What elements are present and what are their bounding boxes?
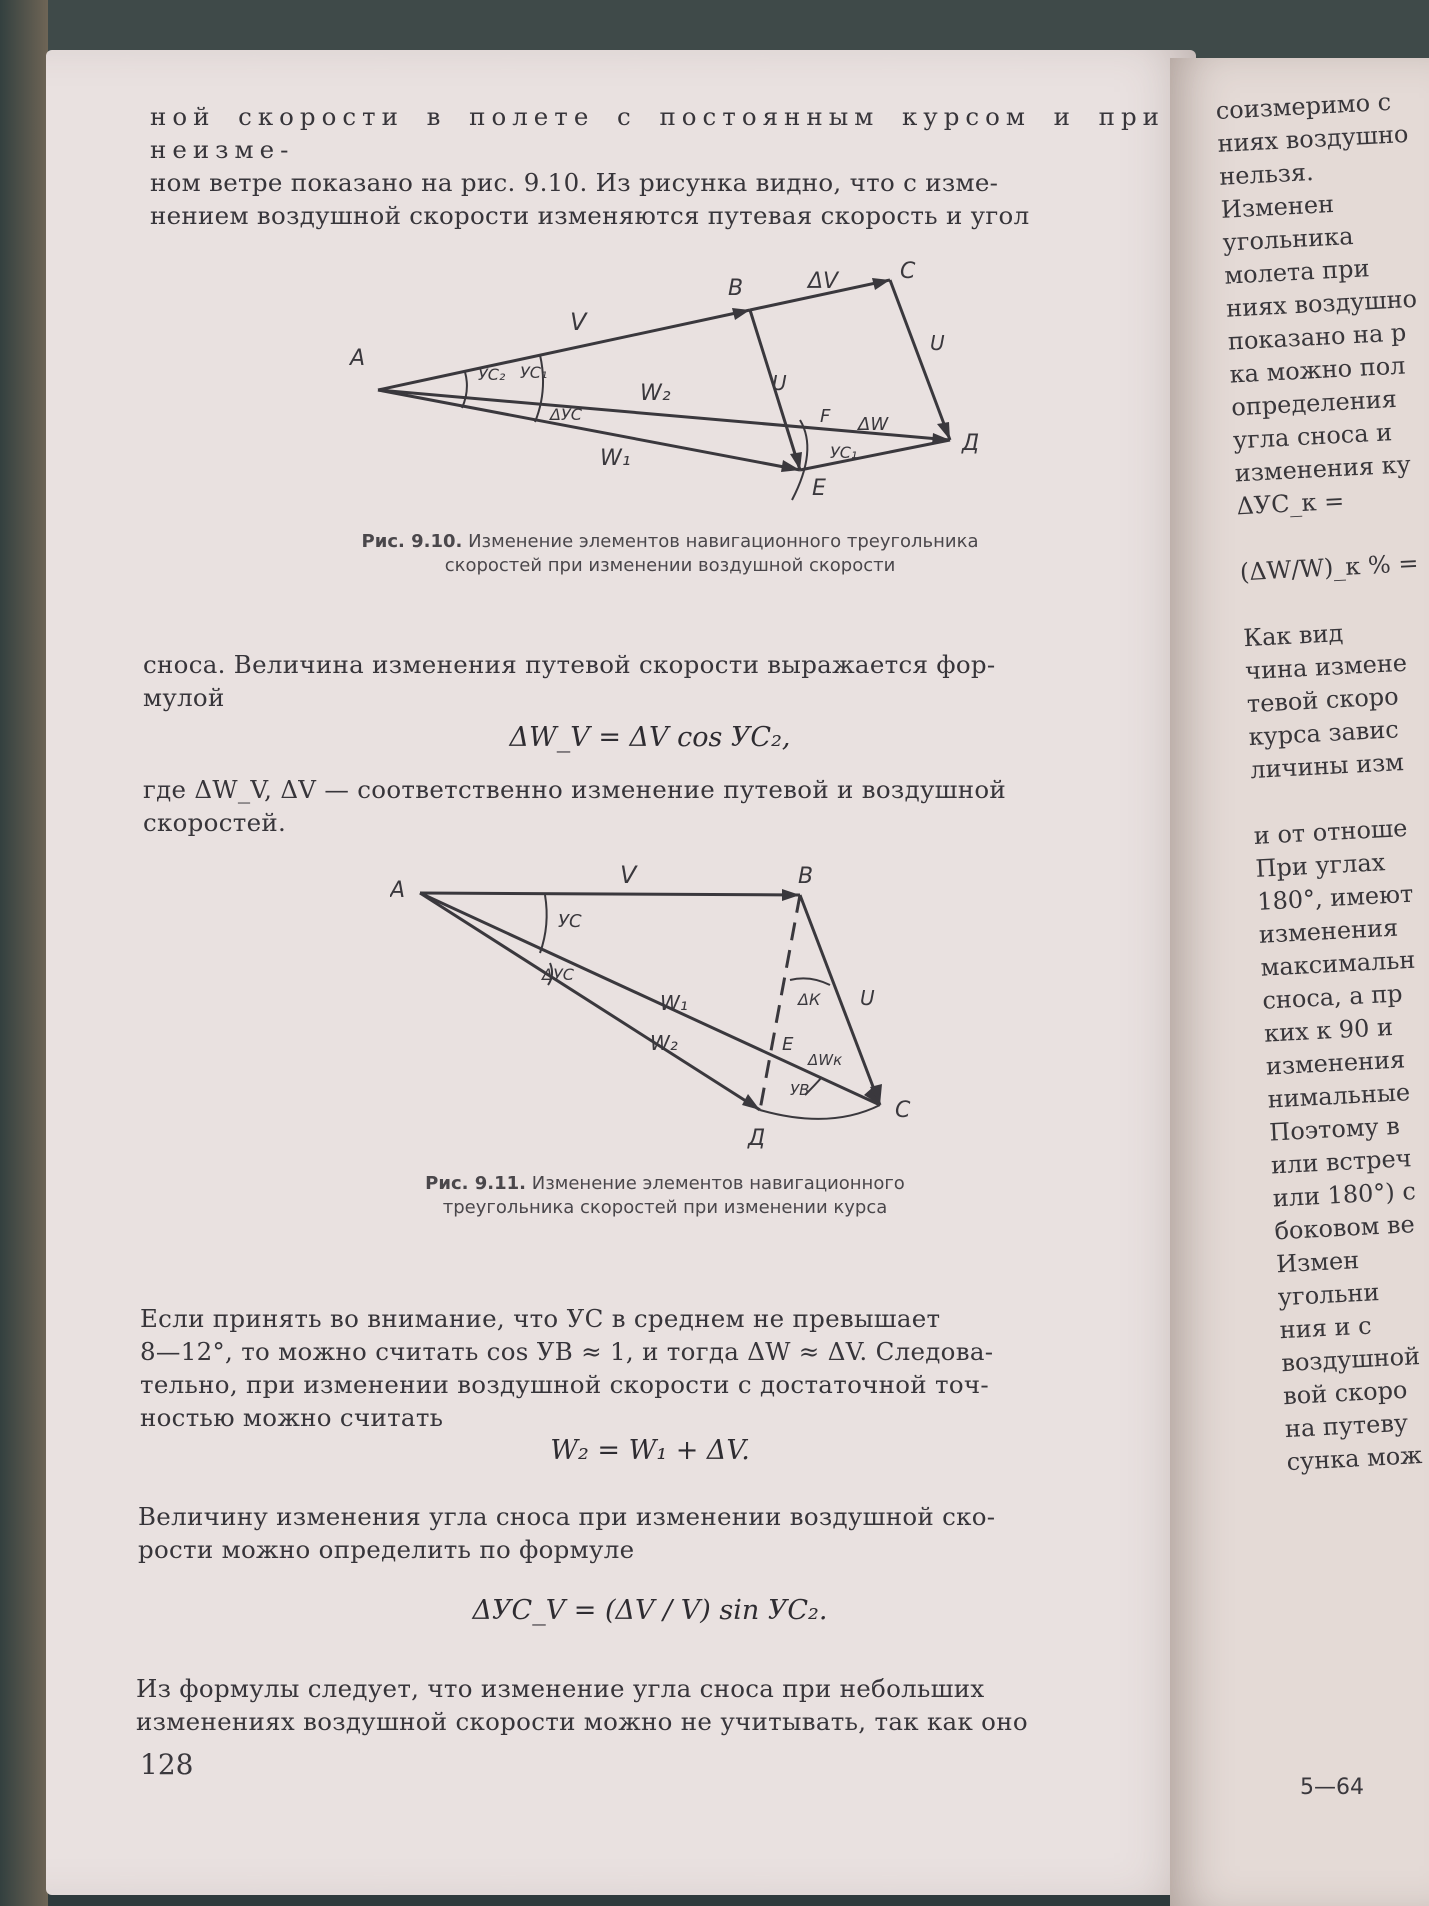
- right-line: боковом ве: [1273, 1210, 1416, 1246]
- right-line: изменения: [1258, 913, 1399, 949]
- text-line: скоростей.: [143, 808, 287, 837]
- right-line: ния и с: [1279, 1311, 1373, 1345]
- label-dWk: ΔWк: [808, 1051, 843, 1069]
- paragraph-conclusion: [136, 1672, 1172, 1738]
- text-line: Величину изменения угла сноса при изменении воздушной ско-: [138, 1502, 996, 1531]
- text-line: изменениях воздушной скорости можно не учитывать, так как оно: [136, 1707, 1028, 1736]
- label-dK: ΔК: [798, 990, 821, 1009]
- caption-text: Изменение элементов навигационного треугольника скоростей при изменении воздушной скорости: [444, 531, 979, 576]
- text-line: ной скорости в полете с постоянным курсом и при неизме-: [150, 102, 1165, 164]
- label-YB: УВ: [790, 1081, 810, 1099]
- label-dW: ΔW: [858, 414, 889, 435]
- line-ED: [800, 440, 950, 470]
- label-YC1: УС₁: [520, 363, 548, 382]
- line-BD-dashed: [760, 895, 800, 1110]
- text-line: рости можно определить по формуле: [138, 1535, 635, 1564]
- label-U1: U: [772, 371, 787, 395]
- text-line: ном ветре показано на рис. 9.10. Из рисунка видно, что с изме-: [150, 168, 999, 197]
- intro-paragraph: [150, 100, 1165, 232]
- label-E: Е: [782, 1034, 794, 1055]
- vector-V: [378, 310, 750, 390]
- right-line: вой скоро: [1282, 1375, 1409, 1411]
- right-line: ка можно пол: [1228, 351, 1407, 389]
- right-line: чина измене: [1244, 648, 1408, 686]
- caption-text: Изменение элементов навигационного треугольника скоростей при изменении курса: [442, 1173, 905, 1218]
- label-W1: W₁: [660, 991, 688, 1015]
- right-line: Как вид: [1242, 619, 1344, 653]
- text-line: ностью можно считать: [140, 1403, 444, 1432]
- right-line: изменения ку: [1234, 450, 1412, 488]
- label-dYC: ΔУС: [542, 965, 574, 984]
- right-line: (ΔW/W)_к % =: [1239, 549, 1420, 587]
- right-line: При углах: [1254, 848, 1386, 883]
- text-line: где ΔW_V, ΔV — соответственно изменение путевой и воздушной: [143, 775, 1007, 804]
- caption-label: Рис. 9.11.: [425, 1173, 526, 1194]
- vector-V: [420, 893, 800, 895]
- right-line: или 180°) с: [1272, 1177, 1417, 1213]
- text-line: мулой: [143, 683, 225, 712]
- formula-3: ΔУС_V = (ΔV / V) sin УС₂.: [472, 1595, 828, 1626]
- right-line: нимальные: [1266, 1078, 1411, 1114]
- right-line: показано на р: [1227, 318, 1407, 356]
- background-left: [0, 0, 48, 1906]
- text-line: Из формулы следует, что изменение угла сноса при небольших: [136, 1674, 985, 1703]
- label-U: U: [860, 986, 875, 1010]
- label-C: С: [895, 1098, 911, 1123]
- label-dV: ΔV: [808, 269, 839, 294]
- right-line: курса завис: [1247, 715, 1400, 752]
- right-line: сноса, а пр: [1261, 979, 1404, 1015]
- paragraph-if: [140, 1302, 1168, 1434]
- right-line: Изменен: [1220, 189, 1335, 224]
- arc-YC2: [462, 372, 467, 408]
- label-V: V: [620, 861, 637, 889]
- right-line: молета при: [1223, 254, 1371, 290]
- label-dYC: ΔУС: [550, 405, 582, 424]
- arrowhead-B: [782, 889, 800, 901]
- right-line: соизмеримо с: [1215, 87, 1392, 125]
- right-line: 180°, имеют: [1256, 879, 1414, 916]
- label-YC: УС: [558, 911, 582, 932]
- label-V: V: [570, 308, 587, 336]
- right-line: и от отноше: [1253, 813, 1409, 850]
- arc-DC: [760, 1105, 880, 1119]
- right-line: воздушной: [1280, 1342, 1421, 1378]
- paragraph-value: [138, 1500, 1170, 1566]
- arrowhead-B: [732, 308, 750, 320]
- right-line: максимальн: [1260, 945, 1416, 982]
- right-line: угольни: [1277, 1278, 1381, 1312]
- arrowhead-C: [872, 278, 890, 290]
- paragraph-where: [143, 773, 1165, 839]
- text-line: 8—12°, то можно считать cos УВ ≈ 1, и тогда ΔW ≈ ΔV. Следова-: [140, 1337, 994, 1366]
- text-line: нением воздушной скорости изменяются путевая скорость и угол: [150, 201, 1030, 230]
- right-line: угольника: [1222, 221, 1355, 257]
- right-line: определения: [1230, 384, 1398, 422]
- label-B: В: [798, 864, 814, 889]
- label-YC2: УС₂: [478, 365, 506, 384]
- figure-9-11: [390, 855, 930, 1165]
- text-line: сноса. Величина изменения путевой скорости выражается фор-: [143, 650, 996, 679]
- arc-dK: [790, 978, 830, 985]
- right-line: изменения: [1265, 1045, 1406, 1081]
- label-D: Д: [748, 1126, 766, 1151]
- formula-2: W₂ = W₁ + ΔV.: [550, 1435, 750, 1466]
- label-U2: U: [930, 331, 945, 355]
- label-F: F: [820, 406, 831, 427]
- label-B: В: [728, 276, 744, 301]
- text-line: Если принять во внимание, что УС в среднем не превышает: [140, 1304, 941, 1333]
- right-line: на путеву: [1284, 1408, 1409, 1444]
- right-line: ких к 90 и: [1263, 1012, 1394, 1048]
- right-line: Измен: [1275, 1246, 1360, 1279]
- label-W2: W₂: [640, 381, 671, 406]
- figure-9-11-caption: [415, 1172, 915, 1220]
- label-W2: W₂: [650, 1031, 678, 1055]
- arc-YC: [540, 895, 547, 953]
- figure-9-10: [330, 250, 1020, 520]
- label-C: С: [900, 259, 916, 284]
- right-line: ниях воздушно: [1216, 119, 1410, 158]
- arrowhead-D: [742, 1094, 760, 1110]
- vector-W1: [378, 390, 800, 470]
- label-A: А: [390, 878, 406, 903]
- page-number: 128: [140, 1748, 194, 1781]
- right-line: или встреч: [1270, 1144, 1413, 1180]
- label-W1: W₁: [600, 446, 631, 471]
- figure-9-10-caption: [330, 530, 1010, 578]
- right-line: тевой скоро: [1246, 682, 1400, 719]
- label-D: Д: [962, 431, 980, 456]
- right-line: Поэтому в: [1268, 1111, 1401, 1147]
- caption-label: Рис. 9.10.: [361, 531, 463, 552]
- right-line: личины изм: [1249, 748, 1405, 785]
- vector-W2: [420, 893, 760, 1110]
- right-line: сунка мож: [1285, 1441, 1423, 1477]
- label-YC1b: УС₁: [830, 443, 858, 462]
- right-line: угла сноса и: [1232, 418, 1393, 455]
- label-A: А: [350, 346, 366, 371]
- right-page-footer: 5—64: [1300, 1775, 1364, 1800]
- right-line: ΔУС_к =: [1235, 486, 1345, 521]
- vector-U-CD: [890, 280, 950, 440]
- right-line: ниях воздушно: [1225, 284, 1418, 323]
- text-line: тельно, при изменении воздушной скорости с достаточной точ-: [140, 1370, 989, 1399]
- paragraph-velocity-change: [143, 648, 1165, 714]
- right-line: нельзя.: [1218, 157, 1315, 191]
- formula-1: ΔW_V = ΔV cos УС₂,: [509, 722, 791, 753]
- label-E: Е: [812, 476, 826, 501]
